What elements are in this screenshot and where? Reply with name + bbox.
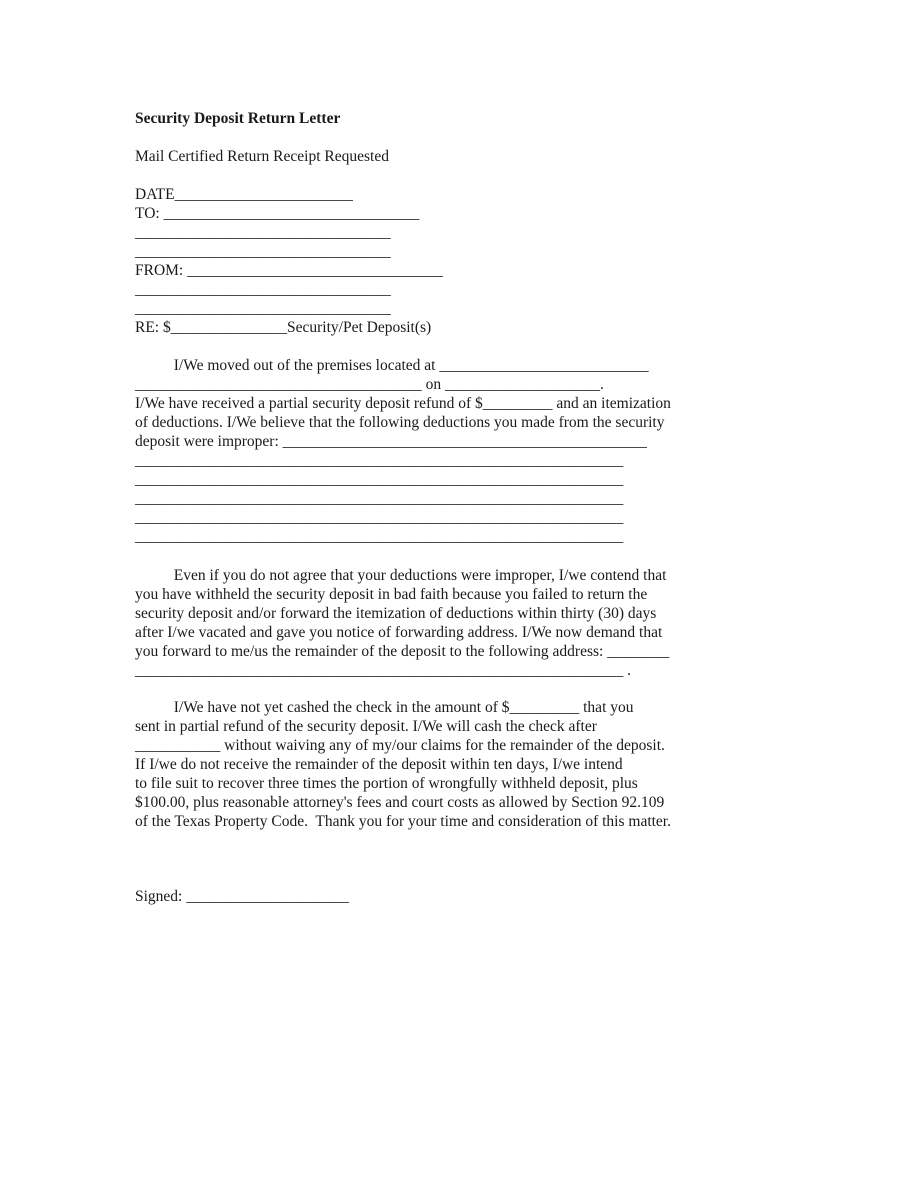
para1-line: I/We moved out of the premises located at ___________________________ bbox=[135, 357, 649, 374]
to-line-3: _________________________________ bbox=[135, 243, 391, 260]
para2-line: Even if you do not agree that your deductions were improper, I/we contend that bbox=[135, 567, 667, 584]
para2-line: after I/we vacated and gave you notice of forwarding address. I/We now demand that bbox=[135, 624, 663, 641]
para2-line: you have withheld the security deposit in bad faith because you failed to return the bbox=[135, 586, 648, 603]
para3-line: sent in partial refund of the security deposit. I/We will cash the check after bbox=[135, 718, 597, 735]
para3-line: to file suit to recover three times the portion of wrongfully withheld deposit, plus bbox=[135, 775, 638, 792]
from-line: FROM: _________________________________ bbox=[135, 262, 443, 279]
from-line-3: _________________________________ bbox=[135, 300, 391, 317]
to-line: TO: _________________________________ bbox=[135, 205, 420, 222]
para3-line: of the Texas Property Code. Thank you for your time and consideration of this matter. bbox=[135, 813, 671, 830]
para1-line: deposit were improper: _______________________________________________ bbox=[135, 433, 647, 450]
para1-line: _____________________________________ on ____________________. bbox=[135, 376, 604, 393]
mail-note: Mail Certified Return Receipt Requested bbox=[135, 148, 389, 165]
letter-title: Security Deposit Return Letter bbox=[135, 110, 341, 127]
para3-line: If I/we do not receive the remainder of the deposit within ten days, I/we intend bbox=[135, 756, 623, 773]
para3-line: ___________ without waiving any of my/our claims for the remainder of the deposit. bbox=[135, 737, 665, 754]
para1-line: I/We have received a partial security deposit refund of $_________ and an itemization bbox=[135, 395, 671, 412]
para1-line: _______________________________________________________________ bbox=[135, 490, 624, 507]
para1-line: _______________________________________________________________ bbox=[135, 509, 624, 526]
para1-line: _______________________________________________________________ bbox=[135, 528, 624, 545]
to-line-2: _________________________________ bbox=[135, 224, 391, 241]
from-line-2: _________________________________ bbox=[135, 281, 391, 298]
para1-line: of deductions. I/We believe that the following deductions you made from the security bbox=[135, 414, 665, 431]
signed-line: Signed: _____________________ bbox=[135, 888, 349, 905]
para2-line: security deposit and/or forward the itemization of deductions within thirty (30) days bbox=[135, 605, 657, 622]
re-line: RE: $_______________Security/Pet Deposit(s) bbox=[135, 319, 432, 336]
para3-line: $100.00, plus reasonable attorney's fees and court costs as allowed by Section 92.109 bbox=[135, 794, 665, 811]
para1-line: _______________________________________________________________ bbox=[135, 471, 624, 488]
para1-line: _______________________________________________________________ bbox=[135, 452, 624, 469]
para3-line: I/We have not yet cashed the check in the amount of $_________ that you bbox=[135, 699, 634, 716]
date-line: DATE_______________________ bbox=[135, 186, 353, 203]
para2-line: _______________________________________________________________ . bbox=[135, 662, 631, 679]
para2-line: you forward to me/us the remainder of the deposit to the following address: ________ bbox=[135, 643, 670, 660]
